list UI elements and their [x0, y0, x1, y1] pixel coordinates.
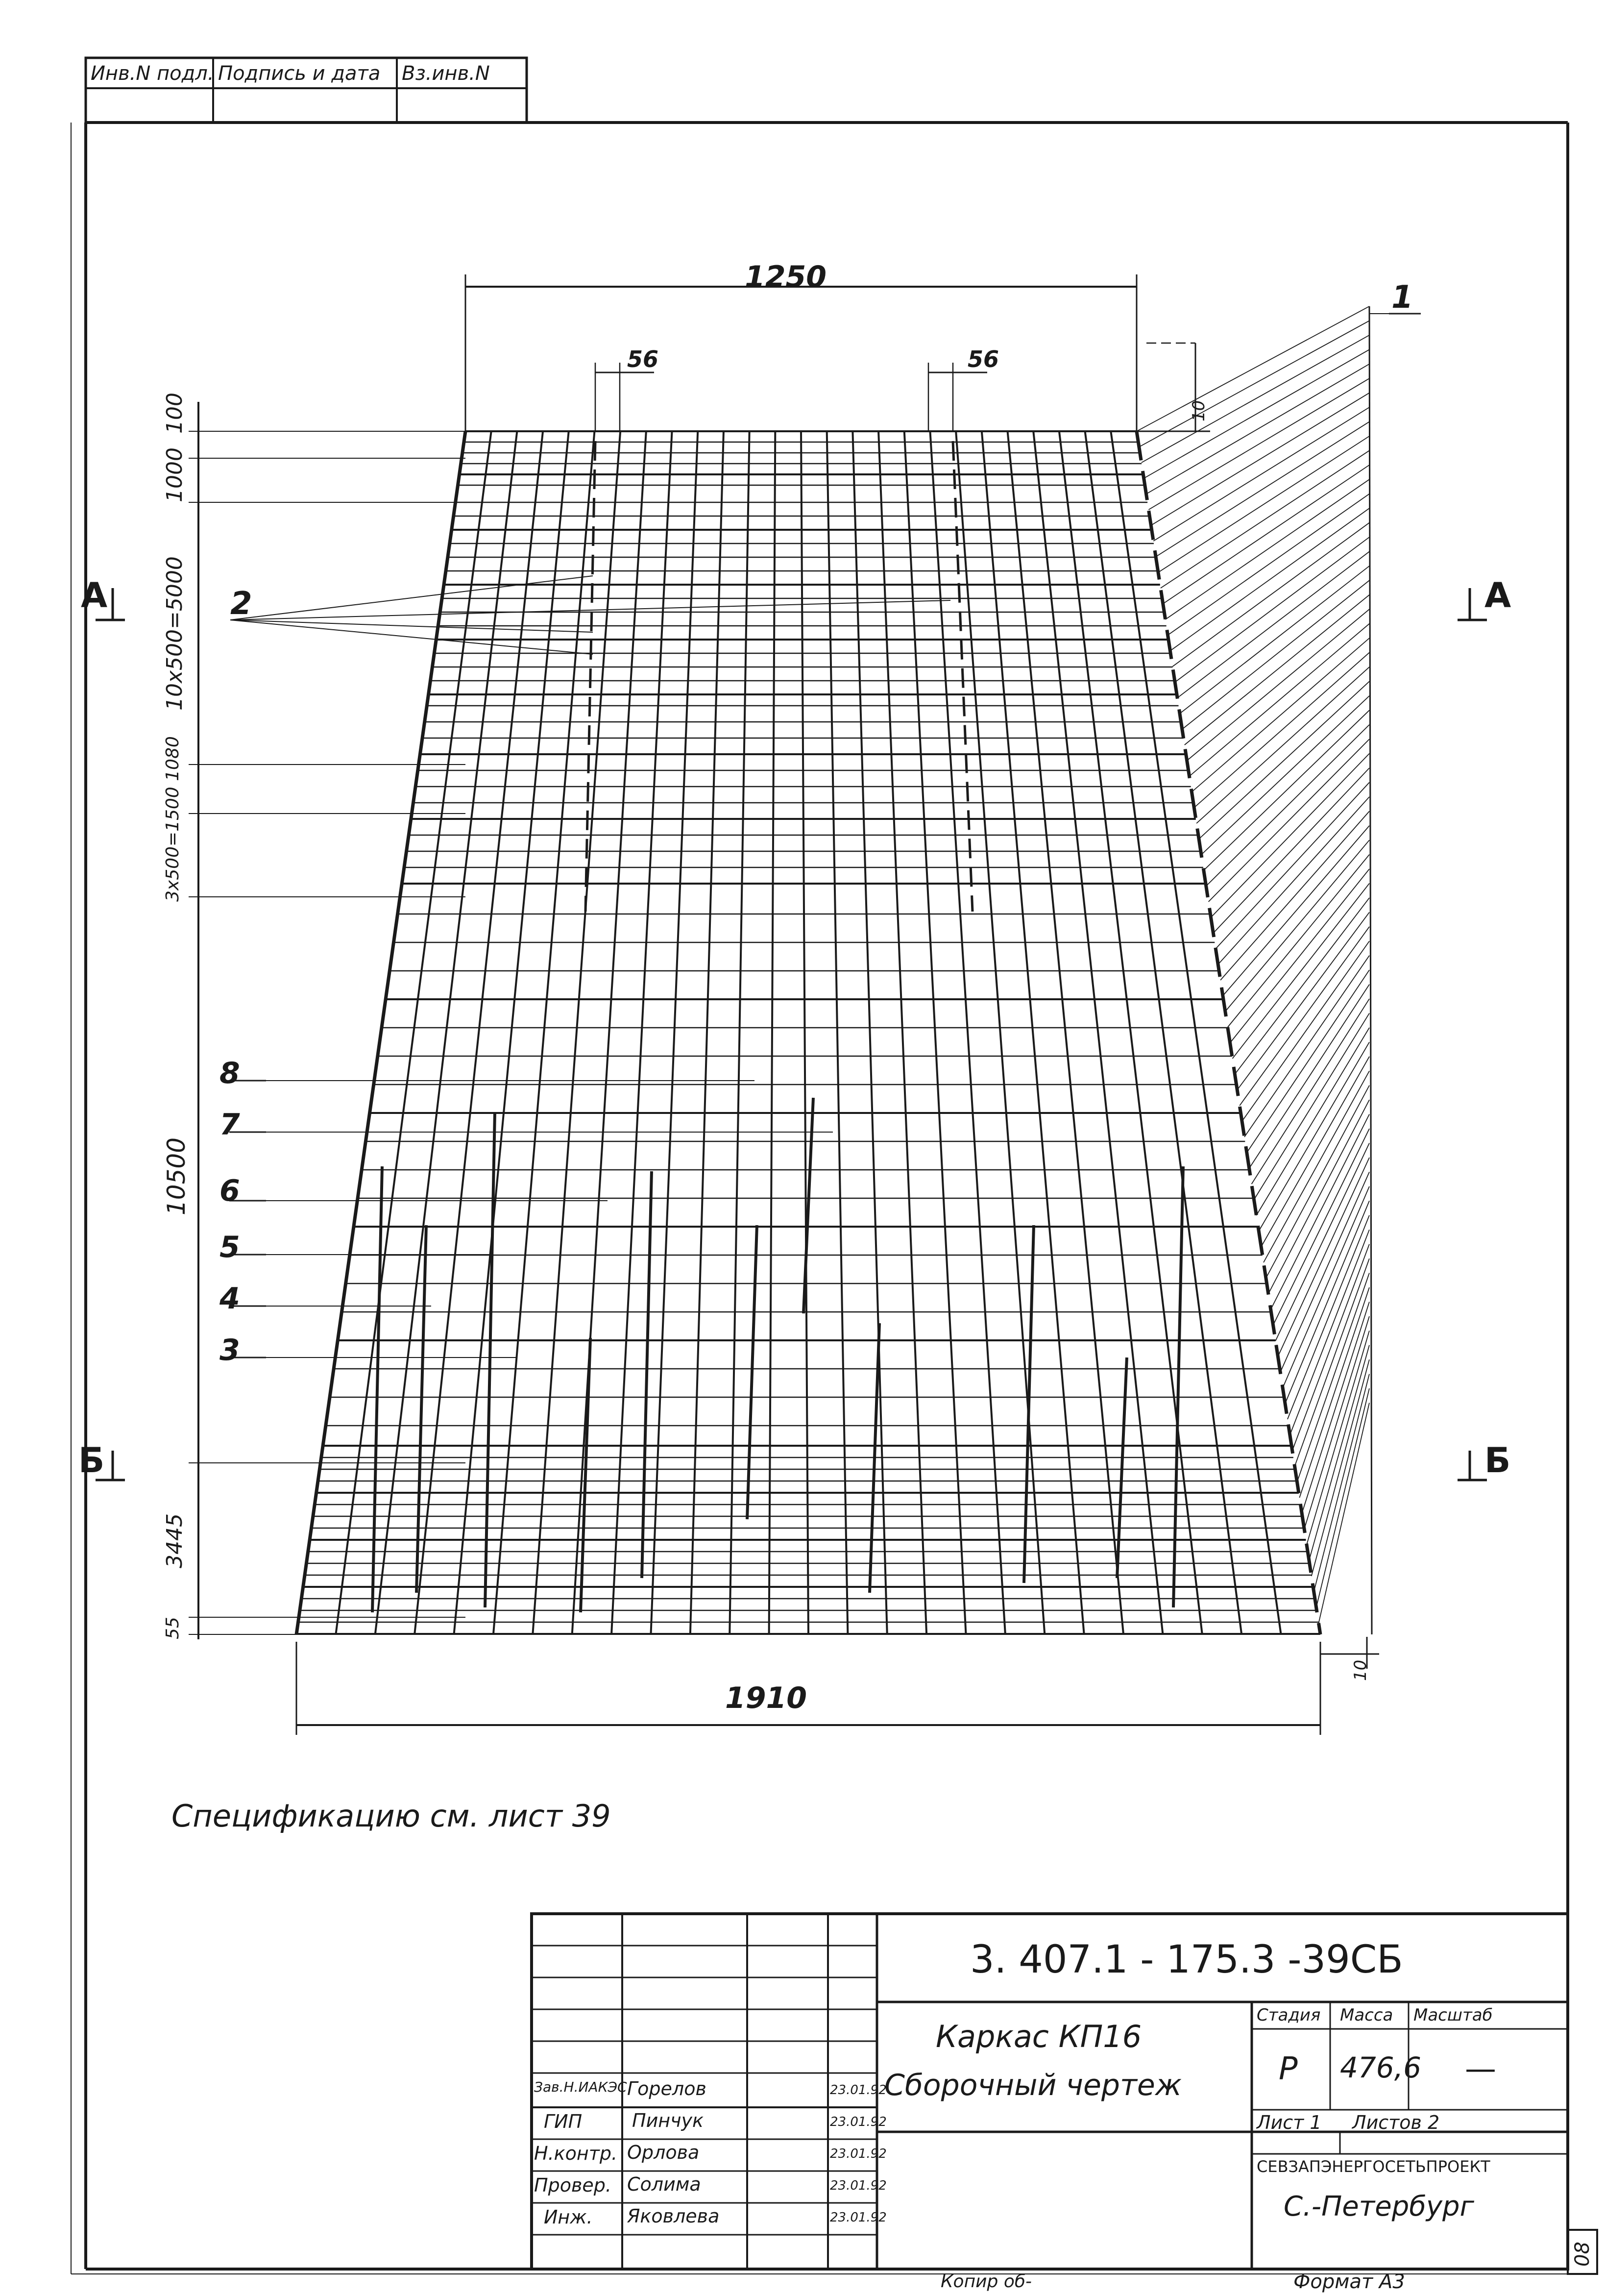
side-view-line — [1146, 364, 1369, 494]
side-view-line — [1199, 681, 1369, 839]
side-view-line — [1192, 638, 1369, 792]
stamp-replace-label: Вз.инв.N — [402, 62, 490, 85]
side-view-line — [1254, 1013, 1369, 1200]
dim-v-55: 55 — [163, 1617, 183, 1639]
side-view-line — [1213, 768, 1369, 933]
date-5: 23.01.92 — [830, 2210, 887, 2225]
date-1: 23.01.92 — [830, 2083, 887, 2098]
role-3: Н.контр. — [534, 2143, 618, 2164]
side-view-line — [1244, 956, 1369, 1137]
leader-line — [230, 620, 593, 654]
title-line-2: Сборочный чертеж — [884, 2068, 1182, 2102]
side-view-line — [1201, 696, 1369, 855]
pos-7: 7 — [219, 1108, 240, 1142]
insert-rod — [1117, 1358, 1127, 1578]
dim-bottom-offset: 10 — [1351, 1659, 1370, 1681]
side-view-edge — [1369, 306, 1372, 1634]
copied-label: Копир об- — [941, 2271, 1032, 2292]
insert-rod — [372, 1166, 382, 1612]
col-scale-label: Масштаб — [1413, 2005, 1493, 2025]
dim-top-width: 1250 — [745, 260, 827, 294]
side-view-line — [1223, 826, 1369, 996]
pos-3: 3 — [219, 1333, 240, 1367]
organization: СЕВЗАПЭНЕРГОСЕТЬПРОЕКТ — [1257, 2157, 1490, 2176]
name-5: Яковлева — [627, 2205, 720, 2227]
page-number: 08 — [1571, 2242, 1594, 2267]
side-view-line — [1235, 898, 1369, 1074]
insert-rod — [1173, 1166, 1183, 1607]
side-view-line — [1220, 811, 1369, 980]
side-view-line — [1187, 609, 1369, 761]
side-view-line — [1204, 710, 1369, 870]
city: С.-Петербург — [1284, 2191, 1474, 2222]
side-view-line — [1252, 999, 1369, 1184]
dim-v-3x500: 3x500=1500 1080 — [163, 736, 183, 902]
side-view-line — [1216, 783, 1369, 949]
name-3: Орлова — [627, 2142, 700, 2163]
dim-sub-right: 56 — [968, 346, 999, 372]
side-view-line — [1144, 349, 1369, 478]
section-b-right: Б — [1484, 1440, 1511, 1481]
side-view-line — [1249, 985, 1369, 1168]
role-4: Провер. — [534, 2174, 611, 2196]
section-b-left: Б — [78, 1440, 105, 1481]
mass-value: 476,6 — [1340, 2051, 1422, 2084]
name-4: Солима — [627, 2173, 701, 2195]
specification-note: Спецификацию см. лист 39 — [171, 1798, 611, 1834]
insert-rod — [1024, 1225, 1034, 1583]
format-label: Формат А3 — [1293, 2271, 1405, 2293]
section-a-left: А — [81, 575, 108, 616]
side-view-line — [1211, 754, 1369, 917]
role-2: ГИП — [544, 2111, 583, 2132]
pos-4: 4 — [219, 1282, 240, 1316]
side-view-line — [1261, 1057, 1369, 1247]
date-2: 23.01.92 — [830, 2115, 887, 2129]
scale-value: — — [1465, 2051, 1496, 2087]
dim-sub-left: 56 — [627, 346, 659, 372]
side-view-line — [1256, 1028, 1369, 1215]
side-view-line — [1196, 667, 1369, 823]
side-view-line — [1209, 739, 1369, 902]
dim-bottom-width: 1910 — [725, 1681, 807, 1715]
insert-rod — [642, 1171, 652, 1578]
longitudinal-bar — [1111, 431, 1281, 1634]
dim-v-3445: 3445 — [162, 1513, 187, 1568]
dim-v-100: 100 — [162, 393, 187, 434]
leader-line — [230, 600, 950, 620]
role-5: Инж. — [544, 2206, 593, 2228]
side-view-line — [1242, 941, 1369, 1121]
side-view-line — [1148, 378, 1369, 510]
side-view-line — [1259, 1042, 1369, 1231]
side-view-line — [1194, 653, 1369, 808]
side-view-line — [1218, 797, 1369, 964]
date-4: 23.01.92 — [830, 2178, 887, 2193]
side-view-line — [1206, 725, 1369, 886]
stamp-inv-label: Инв.N подл. — [91, 62, 214, 85]
side-view-line — [1166, 479, 1369, 619]
stage-value: Р — [1279, 2051, 1298, 2087]
col-mass-label: Масса — [1340, 2005, 1393, 2025]
longitudinal-bar — [336, 431, 491, 1634]
dim-v-10500: 10500 — [162, 1137, 191, 1215]
date-3: 23.01.92 — [830, 2147, 887, 2161]
side-view-line — [1233, 884, 1369, 1059]
longitudinal-bar — [296, 431, 465, 1634]
cage-grid — [296, 306, 1372, 1634]
side-view-line — [1190, 624, 1369, 776]
name-1: Горелов — [627, 2078, 706, 2099]
title-line-1: Каркас КП16 — [936, 2019, 1142, 2054]
pos-6: 6 — [219, 1174, 240, 1208]
dim-v-1000: 1000 — [162, 447, 187, 502]
side-view-line — [1163, 465, 1369, 604]
pos-8: 8 — [219, 1056, 240, 1090]
role-1: Зав.Н.ИАКЭС — [534, 2079, 627, 2095]
side-view-line — [1264, 1071, 1369, 1262]
insert-rod — [485, 1112, 495, 1607]
dim-v-rungs: 10x500=5000 — [162, 556, 187, 711]
sheet-number: Лист 1 — [1257, 2112, 1322, 2133]
col-stage-label: Стадия — [1257, 2005, 1321, 2025]
section-a-right: А — [1484, 575, 1511, 616]
side-view-line — [1170, 508, 1369, 651]
side-view-line — [1151, 393, 1369, 525]
stamp-sign-date-label: Подпись и дата — [218, 62, 381, 85]
sheets-total: Листов 2 — [1352, 2112, 1440, 2133]
pos-1: 1 — [1391, 279, 1413, 316]
pos-2: 2 — [230, 586, 252, 622]
side-view-line — [1168, 494, 1369, 635]
side-view-line — [1247, 970, 1369, 1153]
side-view-line — [1137, 306, 1369, 431]
name-2: Пинчук — [632, 2110, 704, 2131]
side-view-line — [1180, 566, 1369, 714]
pos-5: 5 — [219, 1230, 240, 1264]
doc-code: 3. 407.1 - 175.3 -39СБ — [970, 1938, 1403, 1982]
insert-rod — [747, 1225, 757, 1519]
dim-top-offset: 10 — [1189, 400, 1209, 421]
